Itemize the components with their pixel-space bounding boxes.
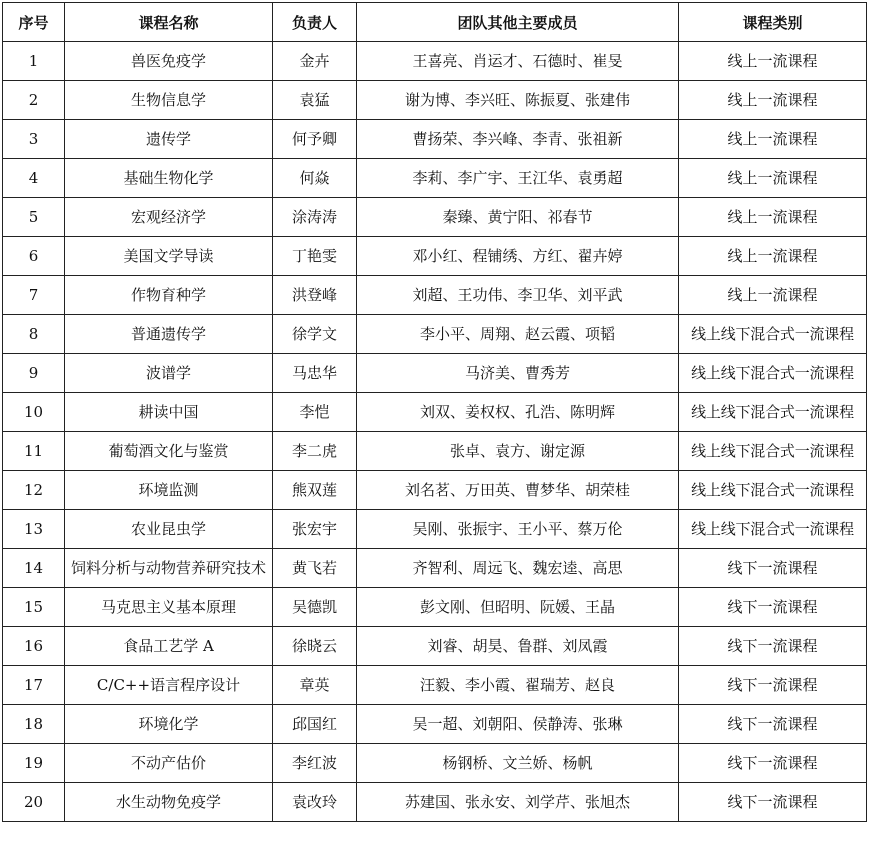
cell-team: 汪毅、李小霞、翟瑞芳、赵良 bbox=[357, 666, 679, 705]
cell-course-name: 饲料分析与动物营养研究技术 bbox=[65, 549, 273, 588]
cell-course-name: 作物育种学 bbox=[65, 276, 273, 315]
cell-leader: 涂涛涛 bbox=[273, 198, 357, 237]
cell-index: 18 bbox=[3, 705, 65, 744]
cell-category: 线上一流课程 bbox=[679, 120, 867, 159]
cell-course-name: 水生动物免疫学 bbox=[65, 783, 273, 822]
cell-team: 苏建国、张永安、刘学芹、张旭杰 bbox=[357, 783, 679, 822]
cell-index: 1 bbox=[3, 42, 65, 81]
cell-course-name: 遗传学 bbox=[65, 120, 273, 159]
cell-category: 线上线下混合式一流课程 bbox=[679, 471, 867, 510]
cell-course-name: 食品工艺学 A bbox=[65, 627, 273, 666]
table-row bbox=[3, 549, 867, 588]
cell-category: 线下一流课程 bbox=[679, 783, 867, 822]
table-row bbox=[3, 471, 867, 510]
cell-leader: 洪登峰 bbox=[273, 276, 357, 315]
table-row bbox=[3, 198, 867, 237]
cell-team: 刘双、姜权权、孔浩、陈明辉 bbox=[357, 393, 679, 432]
cell-category: 线下一流课程 bbox=[679, 627, 867, 666]
cell-team: 张卓、袁方、谢定源 bbox=[357, 432, 679, 471]
cell-leader: 金卉 bbox=[273, 42, 357, 81]
cell-course-name: 葡萄酒文化与鉴赏 bbox=[65, 432, 273, 471]
header-course-name: 课程名称 bbox=[65, 3, 273, 42]
table-row bbox=[3, 666, 867, 705]
cell-index: 8 bbox=[3, 315, 65, 354]
cell-category: 线上线下混合式一流课程 bbox=[679, 393, 867, 432]
cell-team: 齐智利、周远飞、魏宏逵、高思 bbox=[357, 549, 679, 588]
cell-team: 李莉、李广宇、王江华、袁勇超 bbox=[357, 159, 679, 198]
cell-team: 马济美、曹秀芳 bbox=[357, 354, 679, 393]
header-row bbox=[3, 3, 867, 42]
table-row bbox=[3, 120, 867, 159]
cell-team: 彭文刚、但昭明、阮媛、王晶 bbox=[357, 588, 679, 627]
cell-course-name: 马克思主义基本原理 bbox=[65, 588, 273, 627]
cell-leader: 李红波 bbox=[273, 744, 357, 783]
cell-category: 线下一流课程 bbox=[679, 549, 867, 588]
cell-index: 7 bbox=[3, 276, 65, 315]
cell-course-name: 不动产估价 bbox=[65, 744, 273, 783]
table-row bbox=[3, 744, 867, 783]
cell-team: 邓小红、程铺绣、方红、翟卉婷 bbox=[357, 237, 679, 276]
table-row bbox=[3, 783, 867, 822]
cell-course-name: 美国文学导读 bbox=[65, 237, 273, 276]
cell-index: 14 bbox=[3, 549, 65, 588]
course-table bbox=[2, 2, 867, 822]
table-row bbox=[3, 276, 867, 315]
cell-index: 6 bbox=[3, 237, 65, 276]
cell-index: 16 bbox=[3, 627, 65, 666]
cell-leader: 何予卿 bbox=[273, 120, 357, 159]
cell-index: 17 bbox=[3, 666, 65, 705]
cell-category: 线下一流课程 bbox=[679, 705, 867, 744]
cell-course-name: C/C++语言程序设计 bbox=[65, 666, 273, 705]
cell-team: 曹扬荣、李兴峰、李青、张祖新 bbox=[357, 120, 679, 159]
cell-leader: 吴德凯 bbox=[273, 588, 357, 627]
cell-team: 吴一超、刘朝阳、侯静涛、张琳 bbox=[357, 705, 679, 744]
cell-leader: 徐晓云 bbox=[273, 627, 357, 666]
cell-category: 线下一流课程 bbox=[679, 666, 867, 705]
table-row bbox=[3, 159, 867, 198]
cell-team: 刘名茗、万田英、曹梦华、胡荣桂 bbox=[357, 471, 679, 510]
table-row bbox=[3, 237, 867, 276]
cell-leader: 李二虎 bbox=[273, 432, 357, 471]
cell-team: 吴刚、张振宇、王小平、蔡万伦 bbox=[357, 510, 679, 549]
table-row bbox=[3, 627, 867, 666]
cell-category: 线上一流课程 bbox=[679, 237, 867, 276]
cell-category: 线上一流课程 bbox=[679, 276, 867, 315]
cell-course-name: 波谱学 bbox=[65, 354, 273, 393]
cell-course-name: 宏观经济学 bbox=[65, 198, 273, 237]
cell-leader: 李恺 bbox=[273, 393, 357, 432]
cell-team: 王喜亮、肖运才、石德时、崔旻 bbox=[357, 42, 679, 81]
cell-category: 线上线下混合式一流课程 bbox=[679, 510, 867, 549]
table-row bbox=[3, 588, 867, 627]
header-category: 课程类别 bbox=[679, 3, 867, 42]
cell-leader: 何焱 bbox=[273, 159, 357, 198]
cell-index: 2 bbox=[3, 81, 65, 120]
cell-team: 谢为博、李兴旺、陈振夏、张建伟 bbox=[357, 81, 679, 120]
cell-index: 12 bbox=[3, 471, 65, 510]
cell-category: 线下一流课程 bbox=[679, 744, 867, 783]
cell-course-name: 环境监测 bbox=[65, 471, 273, 510]
table-row bbox=[3, 705, 867, 744]
cell-index: 9 bbox=[3, 354, 65, 393]
cell-leader: 章英 bbox=[273, 666, 357, 705]
cell-team: 刘超、王功伟、李卫华、刘平武 bbox=[357, 276, 679, 315]
cell-category: 线上一流课程 bbox=[679, 198, 867, 237]
cell-index: 20 bbox=[3, 783, 65, 822]
cell-leader: 袁猛 bbox=[273, 81, 357, 120]
cell-leader: 黄飞若 bbox=[273, 549, 357, 588]
cell-index: 19 bbox=[3, 744, 65, 783]
cell-leader: 邱国红 bbox=[273, 705, 357, 744]
table-body bbox=[3, 42, 867, 822]
table-header bbox=[3, 3, 867, 42]
cell-index: 11 bbox=[3, 432, 65, 471]
cell-leader: 丁艳雯 bbox=[273, 237, 357, 276]
cell-leader: 马忠华 bbox=[273, 354, 357, 393]
cell-index: 15 bbox=[3, 588, 65, 627]
cell-leader: 熊双莲 bbox=[273, 471, 357, 510]
cell-course-name: 基础生物化学 bbox=[65, 159, 273, 198]
cell-team: 刘睿、胡昊、鲁群、刘凤霞 bbox=[357, 627, 679, 666]
cell-leader: 袁改玲 bbox=[273, 783, 357, 822]
table-row bbox=[3, 393, 867, 432]
cell-course-name: 耕读中国 bbox=[65, 393, 273, 432]
cell-team: 秦臻、黄宁阳、祁春节 bbox=[357, 198, 679, 237]
cell-category: 线上一流课程 bbox=[679, 42, 867, 81]
table-row bbox=[3, 315, 867, 354]
cell-leader: 张宏宇 bbox=[273, 510, 357, 549]
cell-team: 杨钢桥、文兰娇、杨帆 bbox=[357, 744, 679, 783]
cell-category: 线上一流课程 bbox=[679, 159, 867, 198]
cell-course-name: 兽医免疫学 bbox=[65, 42, 273, 81]
cell-index: 3 bbox=[3, 120, 65, 159]
cell-index: 4 bbox=[3, 159, 65, 198]
table-row bbox=[3, 81, 867, 120]
table-row bbox=[3, 432, 867, 471]
cell-course-name: 生物信息学 bbox=[65, 81, 273, 120]
table-row bbox=[3, 510, 867, 549]
cell-course-name: 农业昆虫学 bbox=[65, 510, 273, 549]
table-row bbox=[3, 42, 867, 81]
cell-category: 线上一流课程 bbox=[679, 81, 867, 120]
table-row bbox=[3, 354, 867, 393]
cell-category: 线上线下混合式一流课程 bbox=[679, 432, 867, 471]
header-index: 序号 bbox=[3, 3, 65, 42]
cell-category: 线上线下混合式一流课程 bbox=[679, 354, 867, 393]
cell-index: 13 bbox=[3, 510, 65, 549]
cell-course-name: 普通遗传学 bbox=[65, 315, 273, 354]
cell-index: 5 bbox=[3, 198, 65, 237]
cell-category: 线下一流课程 bbox=[679, 588, 867, 627]
cell-category: 线上线下混合式一流课程 bbox=[679, 315, 867, 354]
cell-leader: 徐学文 bbox=[273, 315, 357, 354]
header-leader: 负责人 bbox=[273, 3, 357, 42]
cell-course-name: 环境化学 bbox=[65, 705, 273, 744]
cell-team: 李小平、周翔、赵云霞、项韬 bbox=[357, 315, 679, 354]
cell-index: 10 bbox=[3, 393, 65, 432]
header-team: 团队其他主要成员 bbox=[357, 3, 679, 42]
